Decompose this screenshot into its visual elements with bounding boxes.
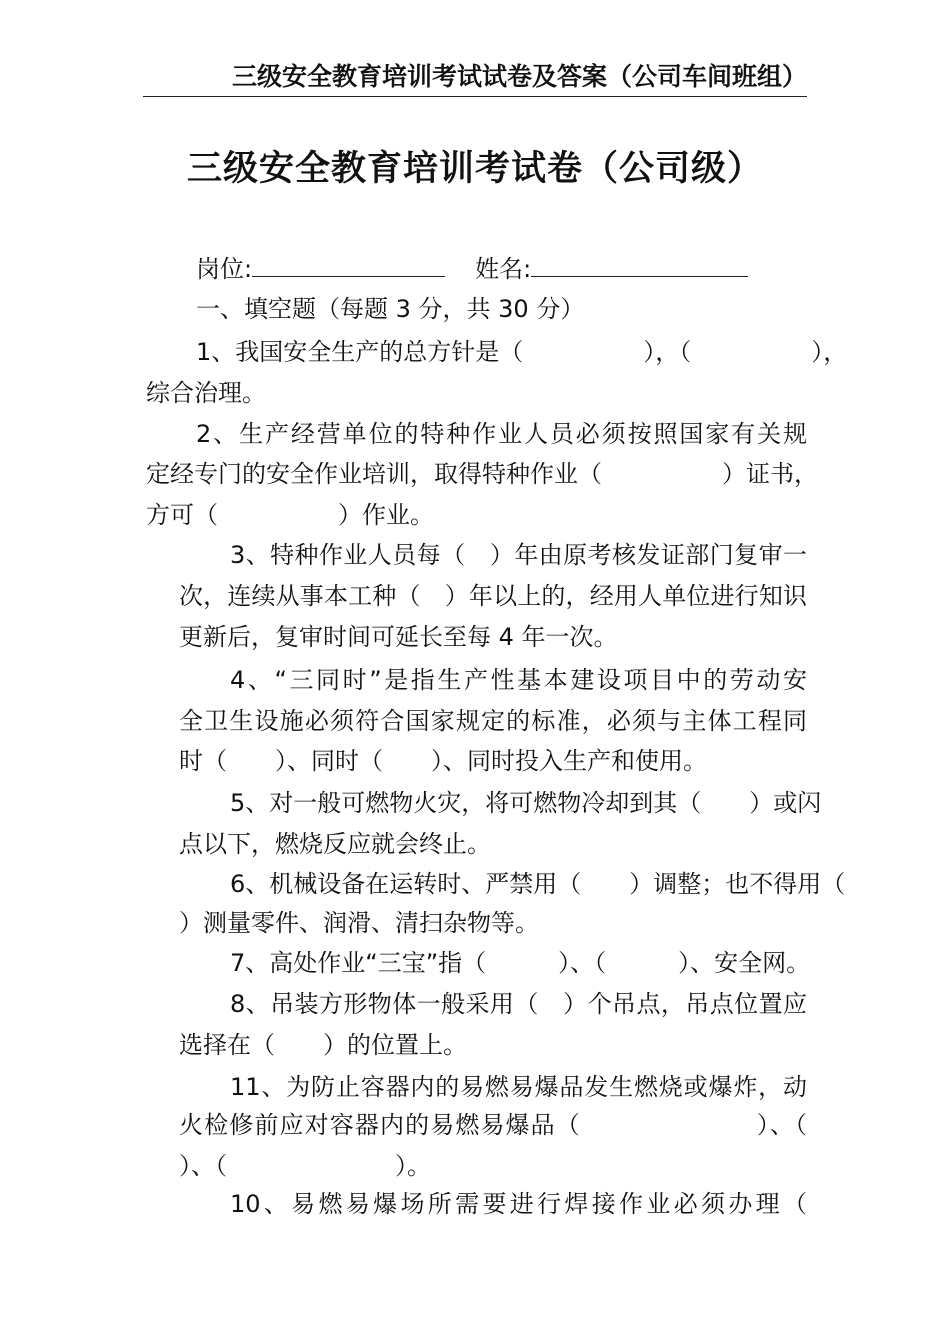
section-heading: 一、填空题（每题 3 分，共 30 分） — [196, 295, 585, 323]
name-label: 姓名: — [475, 255, 532, 283]
candidate-fields — [196, 252, 748, 285]
question-line: 时（ ）、同时（ ）、同时投入生产和使用。 — [179, 747, 707, 775]
question-line: 1、我国安全生产的总方针是（ ），（ ）， — [196, 338, 848, 366]
question-line: 选择在（ ）的位置上。 — [179, 1031, 467, 1059]
question-line: 更新后，复审时间可延长至每 4 年一次。 — [179, 623, 618, 651]
question-line: 2、生产经营单位的特种作业人员必须按照国家有关规 — [196, 420, 807, 448]
question-line: ）、（ ）。 — [179, 1152, 431, 1180]
question-line: 定经专门的安全作业培训，取得特种作业（ ）证书， — [146, 460, 818, 488]
question-line: 5、对一般可燃物火灾，将可燃物冷却到其（ ）或闪 — [230, 789, 822, 817]
question-line: 10、易燃易爆场所需要进行焊接作业必须办理（ — [230, 1190, 807, 1218]
question-line: 方可（ ）作业。 — [146, 501, 434, 529]
position-blank[interactable] — [252, 252, 445, 277]
position-label: 岗位: — [196, 255, 253, 283]
question-line: 6、机械设备在运转时、严禁用（ ）调整；也不得用（ — [230, 870, 846, 898]
question-line: 点以下，燃烧反应就会终止。 — [179, 830, 491, 858]
question-line: 8、吊装方形物体一般采用（ ）个吊点，吊点位置应 — [230, 990, 807, 1018]
page-title: 三级安全教育培训考试卷（公司级） — [186, 149, 763, 189]
question-line: 3、特种作业人员每（ ）年由原考核发证部门复审一 — [230, 541, 807, 569]
question-line: 全卫生设施必须符合国家规定的标准，必须与主体工程同 — [179, 707, 807, 735]
running-header — [143, 60, 807, 97]
question-line: 综合治理。 — [146, 379, 266, 407]
question-line: ）测量零件、润滑、清扫杂物等。 — [179, 909, 539, 937]
question-line: 次，连续从事本工种（ ）年以上的，经用人单位进行知识 — [179, 582, 807, 610]
running-header-title: 三级安全教育培训考试试卷及答案（公司车间班组） — [231, 62, 807, 91]
question-line: 火检修前应对容器内的易燃易爆品（ ）、（ — [179, 1111, 807, 1139]
question-line: 11、为防止容器内的易燃易爆品发生燃烧或爆炸，动 — [230, 1073, 807, 1101]
question-line: 7、高处作业“三宝”指（ ）、（ ）、安全网。 — [230, 949, 811, 977]
name-blank[interactable] — [531, 252, 748, 277]
question-line: 4、“三同时”是指生产性基本建设项目中的劳动安 — [230, 666, 807, 694]
